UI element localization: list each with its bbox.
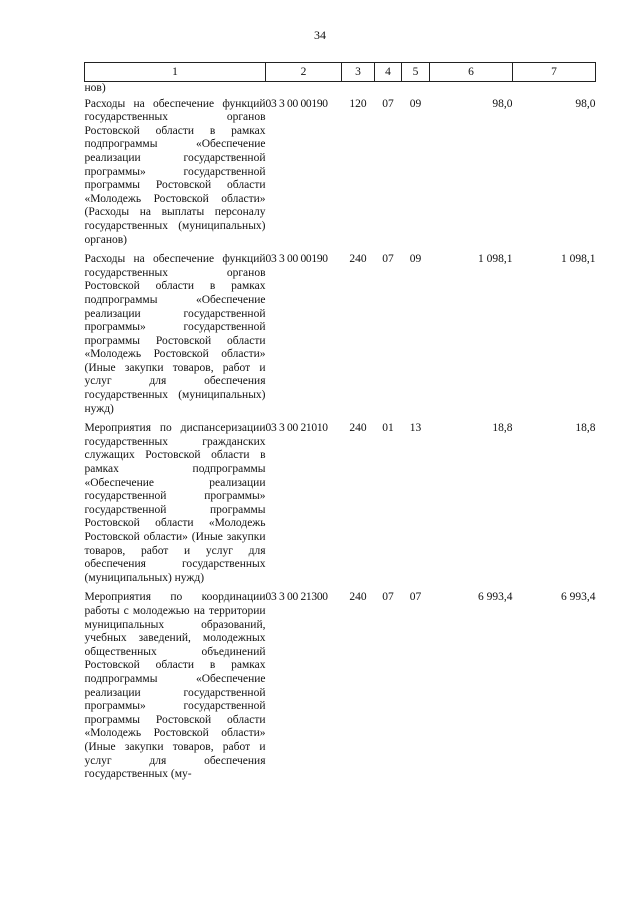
row-sum-2: 18,8 bbox=[575, 422, 596, 435]
row-section: 07 bbox=[382, 591, 394, 604]
row-subsection: 13 bbox=[409, 422, 422, 435]
column-header: 2 bbox=[266, 63, 342, 82]
row-expense-type: 240 bbox=[349, 591, 367, 604]
column-header: 5 bbox=[402, 63, 430, 82]
row-section: 07 bbox=[382, 253, 394, 266]
table-row bbox=[85, 98, 596, 254]
row-expense-type: 120 bbox=[349, 97, 367, 110]
table-row bbox=[85, 422, 596, 591]
row-expense-type: 240 bbox=[349, 253, 367, 266]
table-row bbox=[85, 591, 596, 787]
row-sum-1: 98,0 bbox=[492, 97, 513, 110]
row-sum-1: 6 993,4 bbox=[478, 591, 513, 604]
row-expense-type: 240 bbox=[349, 422, 367, 435]
budget-table bbox=[84, 62, 596, 788]
row-sum-2: 1 098,1 bbox=[561, 253, 596, 266]
column-header: 3 bbox=[342, 63, 375, 82]
row-section: 07 bbox=[382, 97, 394, 110]
row-subsection: 07 bbox=[409, 591, 422, 604]
column-header: 4 bbox=[375, 63, 402, 82]
row-subsection: 09 bbox=[409, 253, 422, 266]
row-sum-2: 6 993,4 bbox=[561, 591, 596, 604]
row-subsection: 09 bbox=[409, 97, 422, 110]
row-sum-1: 18,8 bbox=[492, 422, 513, 435]
row-description: Расходы на обеспечение функций государственных органов Ростовской области в рамках подпрограммы «Обеспечение реализации государственной программы» государственной программы Ростовской области «Молодежь Ростовской области» (Иные закупки товаров, работ и услуг для обеспечения государственных (муниципальных) нужд) bbox=[84, 253, 266, 415]
carryover-text: нов) bbox=[84, 82, 106, 94]
row-sum-2: 98,0 bbox=[575, 97, 596, 110]
column-header: 6 bbox=[430, 63, 513, 82]
row-description: Мероприятия по диспансеризации государственных гражданских служащих Ростовской области в рамках подпрограммы «Обеспечение реализации государственной программы» государственной программы Ростовской области «Молодежь Ростовской области» (Иные закупки товаров, работ и услуг для обеспечения государственных (муниципальных) нужд) bbox=[84, 422, 266, 584]
row-target-code: 03 3 00 00190 bbox=[265, 253, 328, 266]
carryover-row bbox=[85, 82, 596, 98]
row-target-code: 03 3 00 00190 bbox=[265, 97, 328, 110]
row-description: Мероприятия по координации работы с молодежью на территории муниципальных образований, учебных заведений, молодежных общественных объединений Ростовской области в рамках подпрограммы «Обеспечение реализации государственной программы» государственной программы Ростовской области «Молодежь Ростовской области» (Иные закупки товаров, работ и услуг для обеспечения государственных (му- bbox=[84, 591, 266, 781]
row-target-code: 03 3 00 21300 bbox=[265, 591, 328, 604]
row-description: Расходы на обеспечение функций государственных органов Ростовской области в рамках подпрограммы «Обеспечение реализации государственной программы» государственной программы Ростовской области «Молодежь Ростовской области» (Расходы на выплаты персоналу государственных (муниципальных) органов) bbox=[84, 97, 266, 246]
column-header: 7 bbox=[513, 63, 596, 82]
header-row bbox=[85, 63, 596, 82]
row-section: 01 bbox=[382, 422, 394, 435]
page-number: 34 bbox=[314, 28, 326, 42]
row-target-code: 03 3 00 21010 bbox=[265, 422, 328, 435]
table-row bbox=[85, 253, 596, 422]
row-sum-1: 1 098,1 bbox=[478, 253, 513, 266]
column-header: 1 bbox=[85, 63, 266, 82]
